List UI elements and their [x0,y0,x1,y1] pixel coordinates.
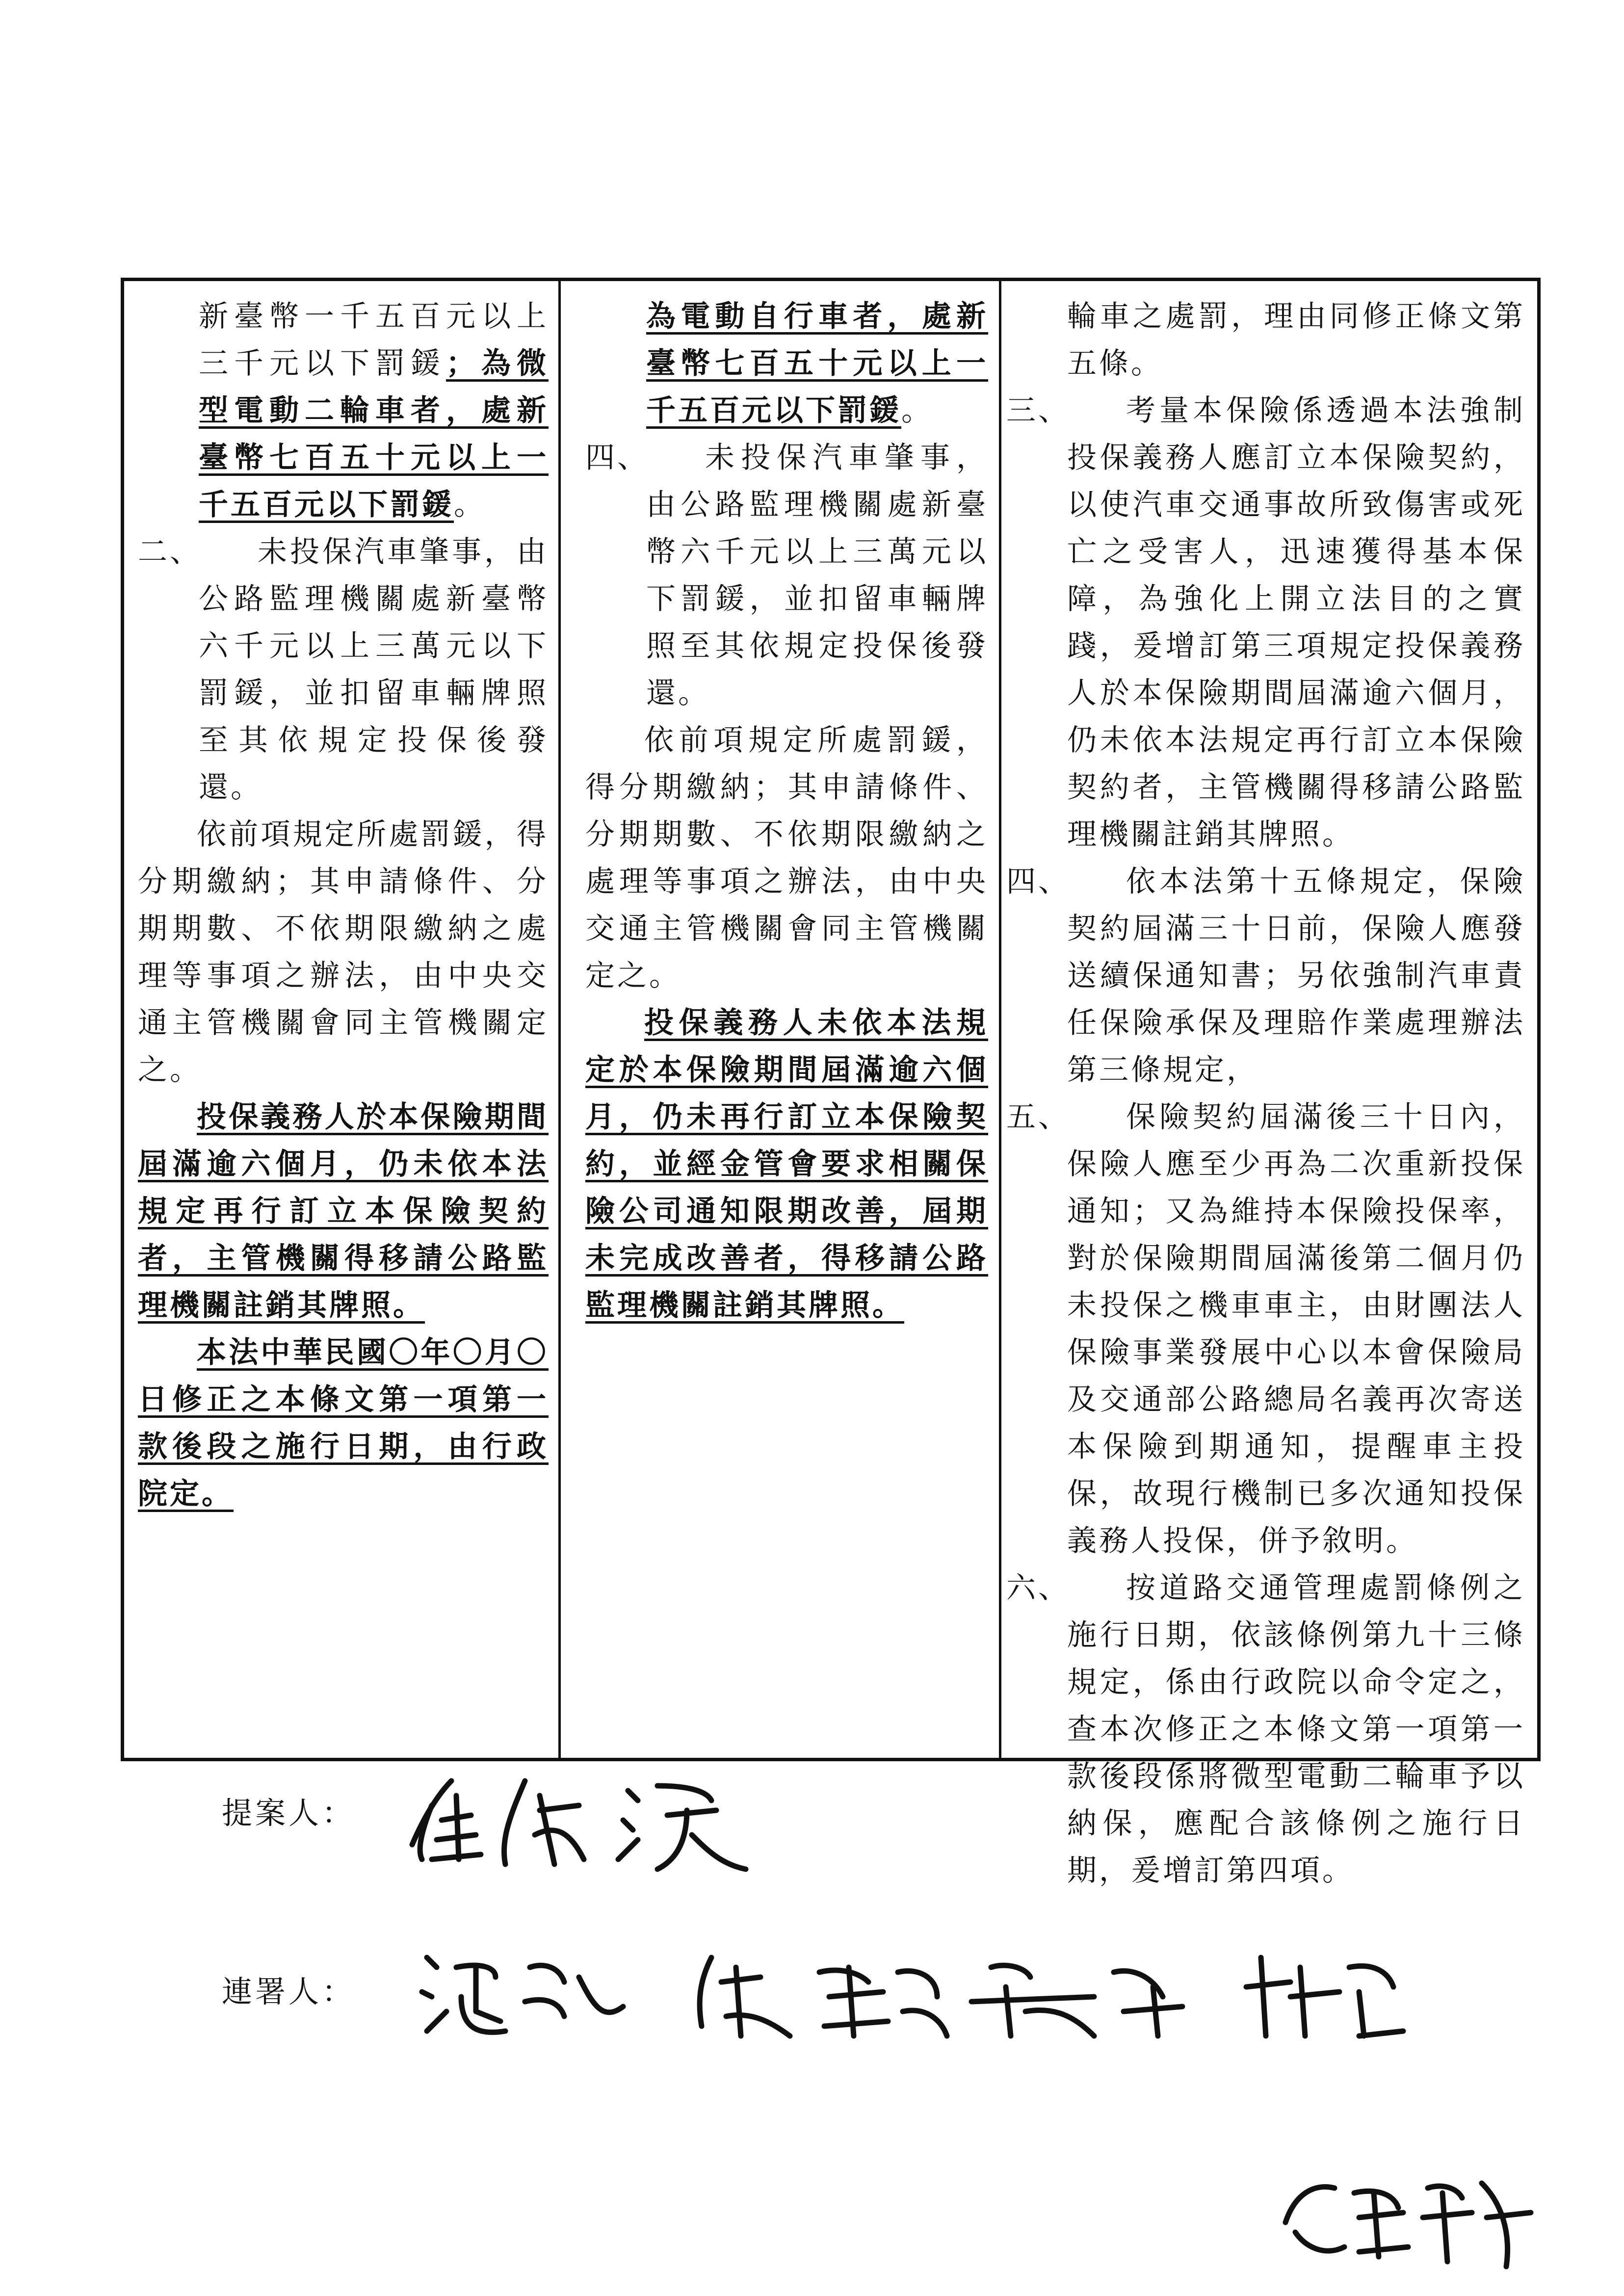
cosigner-signature-2 [1276,2164,1550,2276]
col3-item-4-text: 依本法第十五條規定，保險契約屆滿三十日前，保險人應發送續保通知書；另依強制汽車責任保險承保及理賠作業處理辦法第三條規定， [1067,864,1525,1087]
col2-item-4 [585,434,988,717]
col1-item-2-text: 未投保汽車肇事，由公路監理機關處新臺幣六千元以上三萬元以下罰鍰，並扣留車輛牌照至其依規定投保後發還。 [199,535,549,805]
column-current-text [561,281,1001,1758]
col2-para-3: 依前項規定所處罰鍰，得分期繳納；其申請條件、分期期數、不依期限繳納之處理等事項之辦法，由中央交通主管機關會同主管機關定之。 [585,723,988,993]
col1-para-5: 本法中華民國〇年〇月〇日修正之本條文第一項第一款後段之施行日期，由行政院定。 [138,1335,549,1511]
column-explanation [1001,281,1537,1888]
signature-area [0,1761,1624,2296]
col2-para-1-underlined: 為電動自行車者，處新臺幣七百五十元以上一千五百元以下罰鍰 [646,299,988,428]
col3-item-6-text: 按道路交通管理處罰條例之施行日期，依該條例第九十三條規定，係由行政院以命令定之，查本次修正之本條文第一項第一款後段係將微型電動二輪車予以納保，應配合該條例之施行日期，爰增訂第四項。 [1067,1571,1525,1888]
col3-item-4 [1006,858,1525,1094]
col2-para-1-end: 。 [901,393,933,428]
col3-item-3-text: 考量本保險係透過本法強制投保義務人應訂立本保險契約，以使汽車交通事故所致傷害或死亡之受害人，迅速獲得基本保障，為強化上開立法目的之實踐，爰增訂第三項規定投保義務人於本保險期間屆滿逾六個月，仍未依本法規定再行訂立本保險契約者，主管機關得移請公路監理機關註銷其牌照。 [1067,393,1525,852]
col2-item-4-text: 未投保汽車肇事，由公路監理機關處新臺幣六千元以上三萬元以下罰鍰，並扣留車輛牌照至其依規定投保後發還。 [646,441,988,710]
col1-item-2-number: 二、 [138,535,202,569]
proposer-signature [393,1761,765,1879]
col1-para-3: 依前項規定所處罰鍰，得分期繳納；其申請條件、分期期數、不依期限繳納之處理等事項之辦法，由中央交通主管機關會同主管機關定之。 [138,817,549,1087]
col1-para-1-end: 。 [454,488,486,522]
col3-item-5 [1006,1094,1525,1565]
col1-para-1 [138,293,549,528]
col3-item-5-text: 保險契約屆滿後三十日內，保險人應至少再為二次重新投保通知；又為維持本保險投保率，對於保險期間屆滿後第二個月仍未投保之機車車主，由財團法人保險事業發展中心以本會保險局及交通部公路總局名義再次寄送本保險到期通知，提醒車主投保，故現行機制已多次通知投保義務人投保，併予敘明。 [1067,1100,1525,1558]
col1-item-2 [138,528,549,811]
col3-item-6-number: 六、 [1006,1571,1070,1605]
proposer-label: 提案人： [222,1795,356,1831]
col3-item-5-number: 五、 [1006,1100,1070,1134]
col3-item-3 [1006,387,1525,858]
col2-para-4: 投保義務人未依本法規定於本保險期間屆滿逾六個月，仍未再行訂立本保險契約，並經金管會要求相關保險公司通知限期改善，屆期未完成改善者，得移請公路監理機關註銷其牌照。 [585,1006,988,1323]
col3-item-3-number: 三、 [1006,393,1070,428]
column-amended-text [124,281,561,1758]
col1-para-1-underlined: ；為微型電動二輪車者，處新臺幣七百五十元以上一千五百元以下罰鍰 [199,346,549,522]
col3-item-4-number: 四、 [1006,864,1070,899]
col3-para-0: 輪車之處罰，理由同修正條文第五條。 [1067,299,1525,381]
cosigner-label: 連署人： [222,1974,356,2009]
cosigner-signatures [417,1938,1545,2046]
col2-para-1 [585,293,988,434]
col1-para-1-plain: 新臺幣一千五百元以上三千元以下罰鍰 [199,299,549,381]
col1-para-4: 投保義務人於本保險期間屆滿逾六個月，仍未依本法規定再行訂立本保險契約者，主管機關得移請公路監理機關註銷其牌照。 [138,1100,549,1323]
col2-item-4-number: 四、 [585,441,649,475]
